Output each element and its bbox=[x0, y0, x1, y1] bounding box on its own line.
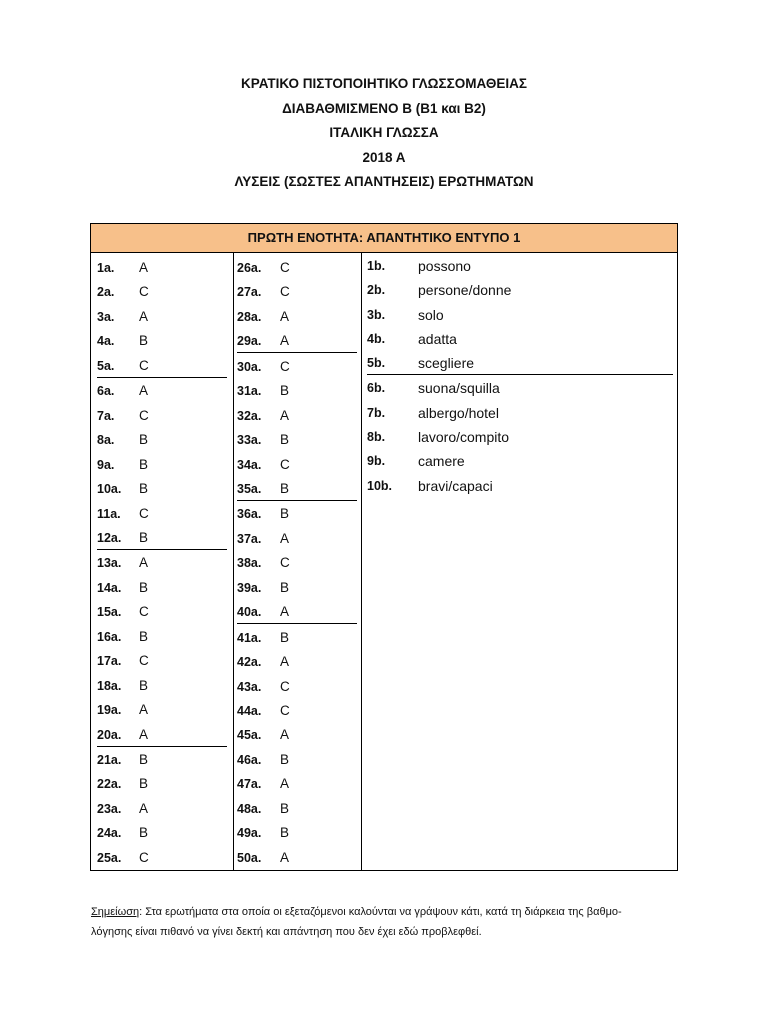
correct-answer: suona/squilla bbox=[418, 380, 500, 397]
correct-answer: B bbox=[280, 579, 290, 595]
question-number: 49a. bbox=[237, 826, 262, 841]
correct-answer: A bbox=[139, 308, 149, 324]
answer-row bbox=[361, 476, 677, 496]
answer-row bbox=[91, 676, 233, 696]
question-number: 39a. bbox=[237, 580, 262, 595]
answer-row bbox=[91, 602, 233, 622]
question-number: 1b. bbox=[367, 259, 386, 273]
correct-answer: B bbox=[139, 751, 149, 767]
correct-answer: C bbox=[280, 555, 290, 571]
question-number: 32a. bbox=[237, 408, 262, 423]
question-number: 4a. bbox=[97, 334, 115, 349]
answer-row bbox=[233, 479, 361, 499]
answer-row bbox=[361, 280, 677, 300]
answer-row bbox=[91, 627, 233, 647]
answer-row bbox=[91, 651, 233, 671]
correct-answer: B bbox=[280, 481, 290, 497]
correct-answer: C bbox=[280, 678, 290, 694]
correct-answer: B bbox=[139, 456, 149, 472]
answer-row bbox=[361, 427, 677, 447]
answer-row bbox=[91, 799, 233, 819]
question-number: 36a. bbox=[237, 507, 262, 522]
question-number: 6a. bbox=[97, 384, 115, 399]
correct-answer: C bbox=[139, 604, 149, 620]
correct-answer: C bbox=[280, 456, 290, 472]
correct-answer: lavoro/compito bbox=[418, 429, 510, 445]
answer-row bbox=[91, 578, 233, 598]
correct-answer: B bbox=[280, 629, 290, 645]
answer-row bbox=[233, 774, 361, 794]
answer-row bbox=[233, 701, 361, 721]
correct-answer: C bbox=[139, 357, 149, 373]
correct-answer: persone/donne bbox=[418, 282, 512, 299]
answer-row bbox=[233, 282, 361, 302]
question-number: 29a. bbox=[237, 334, 262, 349]
question-number: 15a. bbox=[97, 605, 122, 620]
answer-row bbox=[233, 652, 361, 672]
answer-row bbox=[233, 602, 361, 622]
answer-row bbox=[233, 455, 361, 475]
question-number: 20a. bbox=[97, 727, 122, 742]
correct-answer: B bbox=[139, 579, 149, 595]
answer-row bbox=[361, 305, 677, 325]
answer-row bbox=[233, 628, 361, 648]
answer-row bbox=[91, 700, 233, 720]
question-number: 11a. bbox=[97, 506, 121, 521]
question-number: 2a. bbox=[97, 285, 115, 300]
correct-answer: C bbox=[280, 284, 290, 300]
question-number: 19a. bbox=[97, 703, 122, 718]
question-number: 33a. bbox=[237, 433, 262, 448]
question-number: 50a. bbox=[237, 850, 262, 865]
correct-answer: B bbox=[139, 432, 149, 448]
answer-row bbox=[233, 357, 361, 377]
answer-row bbox=[233, 677, 361, 697]
answer-row bbox=[361, 353, 677, 373]
header-line-answers: ΛΥΣΕΙΣ (ΣΩΣΤΕΣ ΑΠΑΝΤΗΣΕΙΣ) ΕΡΩΤΗΜΑΤΩΝ bbox=[234, 174, 534, 189]
correct-answer: B bbox=[139, 333, 149, 349]
answer-row bbox=[233, 504, 361, 524]
answer-sheet bbox=[90, 223, 678, 871]
answer-row bbox=[233, 553, 361, 573]
answer-row bbox=[91, 750, 233, 770]
question-number: 44a. bbox=[237, 703, 262, 718]
answer-row bbox=[233, 848, 361, 868]
header-line-session: 2018 Α bbox=[362, 149, 406, 165]
correct-answer: A bbox=[139, 383, 149, 399]
answer-row bbox=[361, 451, 677, 471]
answer-row bbox=[91, 528, 233, 548]
answer-row bbox=[233, 823, 361, 843]
correct-answer: C bbox=[280, 358, 290, 374]
question-number: 12a. bbox=[97, 530, 122, 545]
correct-answer: B bbox=[280, 506, 290, 522]
question-number: 24a. bbox=[97, 826, 122, 841]
answer-row bbox=[233, 430, 361, 450]
answer-row bbox=[91, 381, 233, 401]
question-number: 9a. bbox=[97, 457, 115, 472]
question-number: 35a. bbox=[237, 482, 262, 497]
question-number: 8b. bbox=[367, 430, 386, 444]
answer-sheet-heading: ΠΡΩΤΗ ΕΝΟΤΗΤΑ: ΑΠΑΝΤΗΤΙΚΟ ΕΝΤΥΠΟ 1 bbox=[91, 224, 677, 253]
question-number: 46a. bbox=[237, 752, 262, 767]
answer-row bbox=[233, 331, 361, 351]
correct-answer: A bbox=[139, 260, 149, 275]
header-line-level: ΔΙΑΒΑΘΜΙΣΜΕΝΟ Β (Β1 και Β2) bbox=[282, 100, 486, 116]
answer-row bbox=[233, 381, 361, 401]
footnote-text-line-2: λόγησης είναι πιθανό να γίνει δεκτή και απάντηση που δεν έχει εδώ προβλεφθεί. bbox=[91, 926, 482, 938]
question-number: 43a. bbox=[237, 679, 262, 694]
correct-answer: A bbox=[280, 333, 290, 349]
answer-row bbox=[91, 479, 233, 499]
correct-answer: B bbox=[139, 481, 149, 497]
correct-answer: camere bbox=[418, 453, 465, 470]
question-number: 30a. bbox=[237, 359, 262, 374]
question-number: 41a. bbox=[237, 630, 262, 645]
answer-row bbox=[91, 258, 233, 278]
answer-row bbox=[233, 750, 361, 770]
correct-answer: B bbox=[139, 628, 149, 644]
header-line-language: ΙΤΑΛΙΚΗ ΓΛΩΣΣΑ bbox=[329, 125, 439, 140]
correct-answer: C bbox=[139, 653, 149, 669]
question-number: 10a. bbox=[97, 482, 122, 497]
answer-row bbox=[233, 307, 361, 327]
answer-column-3 bbox=[361, 252, 677, 870]
answer-row bbox=[91, 356, 233, 376]
answer-row bbox=[361, 378, 677, 398]
correct-answer: B bbox=[280, 825, 290, 841]
correct-answer: possono bbox=[418, 258, 471, 274]
correct-answer: C bbox=[280, 702, 290, 718]
correct-answer: A bbox=[280, 776, 290, 792]
question-number: 31a. bbox=[237, 384, 262, 399]
correct-answer: scegliere bbox=[418, 355, 475, 372]
document-header bbox=[0, 72, 768, 195]
correct-answer: A bbox=[139, 726, 149, 742]
answer-row bbox=[91, 331, 233, 351]
answer-row bbox=[91, 823, 233, 843]
answer-row bbox=[233, 725, 361, 745]
correct-answer: A bbox=[280, 654, 290, 670]
question-number: 7a. bbox=[97, 408, 115, 423]
question-number: 2b. bbox=[367, 283, 386, 298]
correct-answer: A bbox=[139, 800, 149, 816]
correct-answer: C bbox=[139, 505, 149, 521]
question-number: 40a. bbox=[237, 605, 262, 620]
answer-row bbox=[361, 403, 677, 423]
footnote bbox=[91, 902, 691, 942]
question-number: 25a. bbox=[97, 850, 122, 865]
correct-answer: B bbox=[280, 383, 290, 399]
correct-answer: C bbox=[139, 284, 149, 300]
question-number: 47a. bbox=[237, 777, 262, 792]
correct-answer: A bbox=[139, 702, 149, 718]
correct-answer: solo bbox=[418, 306, 444, 323]
correct-answer: C bbox=[139, 849, 149, 865]
header-line-certificate: ΚΡΑΤΙΚΟ ΠΙΣΤΟΠΟΙΗΤΙΚΟ ΓΛΩΣΣΟΜΑΘΕΙΑΣ bbox=[241, 76, 527, 91]
answer-row bbox=[361, 256, 677, 276]
question-number: 45a. bbox=[237, 728, 262, 743]
answer-row bbox=[91, 848, 233, 868]
correct-answer: C bbox=[139, 407, 149, 423]
question-number: 5a. bbox=[97, 358, 115, 373]
correct-answer: B bbox=[280, 751, 290, 767]
correct-answer: C bbox=[280, 260, 290, 275]
question-number: 8a. bbox=[97, 433, 115, 448]
footnote-label: Σημείωση bbox=[91, 906, 140, 918]
question-number: 13a. bbox=[97, 556, 122, 571]
correct-answer: B bbox=[280, 800, 290, 816]
correct-answer: A bbox=[280, 530, 290, 546]
answer-row bbox=[91, 430, 233, 450]
answer-row bbox=[233, 258, 361, 278]
correct-answer: A bbox=[280, 727, 290, 743]
question-number: 23a. bbox=[97, 801, 122, 816]
question-number: 42a. bbox=[237, 655, 262, 670]
correct-answer: A bbox=[280, 604, 290, 620]
question-number: 9b. bbox=[367, 454, 386, 469]
question-number: 48a. bbox=[237, 801, 262, 816]
correct-answer: B bbox=[139, 825, 149, 841]
answer-row bbox=[233, 799, 361, 819]
correct-answer: A bbox=[280, 308, 290, 324]
answer-row bbox=[91, 307, 233, 327]
answer-row bbox=[233, 406, 361, 426]
answer-row bbox=[91, 406, 233, 426]
question-number: 17a. bbox=[97, 654, 122, 669]
question-number: 21a. bbox=[97, 752, 122, 767]
question-number: 6b. bbox=[367, 381, 386, 396]
question-number: 28a. bbox=[237, 309, 262, 324]
correct-answer: A bbox=[280, 407, 290, 423]
answer-column-2 bbox=[233, 252, 362, 870]
question-number: 27a. bbox=[237, 285, 262, 300]
answer-row bbox=[361, 329, 677, 349]
correct-answer: A bbox=[139, 555, 149, 571]
question-number: 3a. bbox=[97, 309, 115, 324]
question-number: 34a. bbox=[237, 457, 262, 472]
correct-answer: B bbox=[139, 677, 149, 693]
answer-row bbox=[91, 504, 233, 524]
question-number: 38a. bbox=[237, 556, 262, 571]
answer-row bbox=[91, 553, 233, 573]
correct-answer: bravi/capaci bbox=[418, 477, 493, 494]
question-number: 5b. bbox=[367, 356, 386, 371]
correct-answer: albergo/hotel bbox=[418, 404, 499, 421]
question-number: 18a. bbox=[97, 678, 122, 693]
correct-answer: B bbox=[139, 776, 149, 792]
question-number: 4b. bbox=[367, 331, 386, 346]
question-number: 16a. bbox=[97, 629, 122, 644]
correct-answer: B bbox=[280, 432, 290, 448]
question-number: 7b. bbox=[367, 405, 386, 420]
question-number: 22a. bbox=[97, 777, 122, 792]
answer-row bbox=[233, 529, 361, 549]
question-number: 37a. bbox=[237, 531, 262, 546]
answer-row bbox=[91, 455, 233, 475]
question-number: 1a. bbox=[97, 261, 115, 275]
footnote-text-line-1: : Στα ερωτήματα στα οποία οι εξεταζόμενοι καλούνται να γράψουν κάτι, κατά τη διάρκεια της βαθμο- bbox=[139, 906, 622, 918]
answer-row bbox=[91, 282, 233, 302]
question-number: 3b. bbox=[367, 307, 386, 322]
correct-answer: adatta bbox=[418, 330, 457, 347]
correct-answer: B bbox=[139, 529, 149, 545]
question-number: 10b. bbox=[367, 478, 393, 493]
answer-row bbox=[91, 774, 233, 794]
answer-row bbox=[233, 578, 361, 598]
question-number: 26a. bbox=[237, 261, 262, 275]
question-number: 14a. bbox=[97, 580, 122, 595]
answer-row bbox=[91, 725, 233, 745]
answer-column-1 bbox=[91, 252, 234, 870]
correct-answer: A bbox=[280, 849, 290, 865]
